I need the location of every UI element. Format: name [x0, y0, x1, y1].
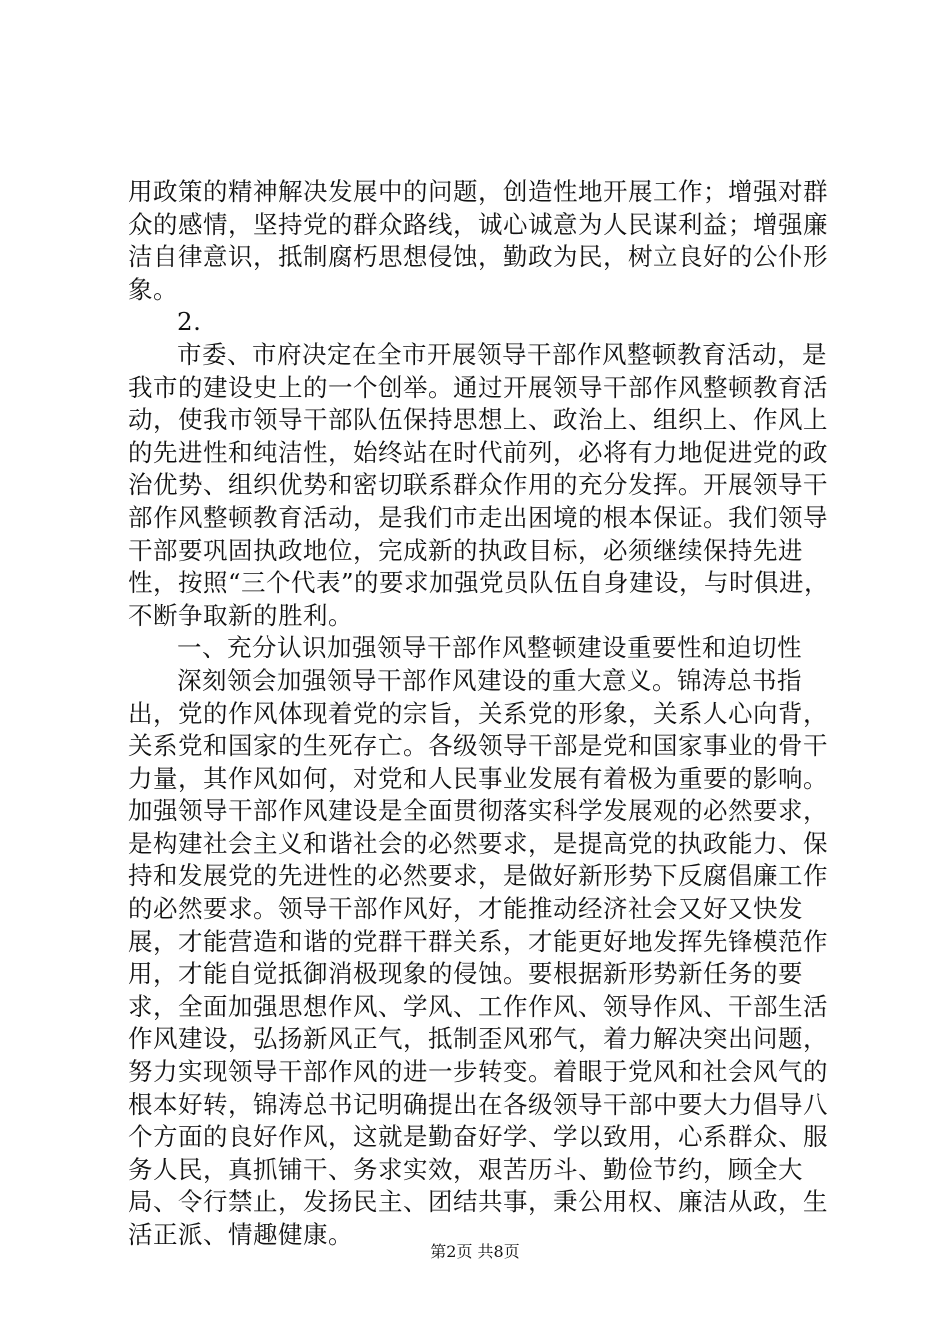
section-number: 2.	[177, 307, 202, 337]
document-body	[128, 176, 833, 1252]
paragraph-continuation: 用政策的精神解决发展中的问题，创造性地开展工作；增强对群众的感情，坚持党的群众路线，诚心诚意为人民谋利益；增强廉洁自律意识，抵制腐朽思想侵蚀，勤政为民，树立良好的公仆形象。	[128, 177, 828, 304]
paragraph-significance: 深刻领会加强领导干部作风建设的重大意义。锦涛总书指出，党的作风体现着党的宗旨，关系党的形象，关系人心向背，关系党和国家的生死存亡。各级领导干部是党和国家事业的骨干力量，其作风如何，对党和人民事业发展有着极为重要的影响。加强领导干部作风建设是全面贯彻落实科学发展观的必然要求，是构建社会主义和谐社会的必然要求，是提高党的执政能力、保持和发展党的先进性的必然要求，是做好新形势下反腐倡廉工作的必然要求。领导干部作风好，才能推动经济社会又好又快发展，才能营造和谐的党群干群关系，才能更好地发挥先锋模范作用，才能自觉抵御消极现象的侵蚀。要根据新形势新任务的要求，全面加强思想作风、学风、工作作风、领导作风、干部生活作风建设，弘扬新风正气，抵制歪风邪气，着力解决突出问题，努力实现领导干部作风的进一步转变。着眼于党风和社会风气的根本好转，锦涛总书记明确提出在各级领导干部中要大力倡导八个方面的良好作风，这就是勤奋好学、学以致用，心系群众、服务人民，真抓铺干、务求实效，艰苦历斗、勤俭节约，顾全大局、令行禁止，发扬民主、团结共事，秉公用权、廉洁从政，生活正派、情趣健康。	[128, 665, 828, 1249]
paragraph-activity-intro: 市委、市府决定在全市开展领导干部作风整顿教育活动，是我市的建设史上的一个创举。通过开展领导干部作风整顿教育活动，使我市领导干部队伍保持思想上、政治上、组织上、作风上的先进性和纯洁性，始终站在时代前列，必将有力地促进党的政治优势、组织优势和密切联系群众作用的充分发挥。开展领导干部作风整顿教育活动，是我们市走出困境的根本保证。我们领导干部要巩固执政地位，完成新的执政目标，必须继续保持先进性，按照“三个代表”的要求加强党员队伍自身建设，与时俱进，不断争取新的胜利。	[128, 339, 830, 630]
page-footer: 第2页 共8页	[430, 1242, 520, 1261]
section-heading: 一、充分认识加强领导干部作风整顿建设重要性和迫切性	[177, 633, 802, 663]
